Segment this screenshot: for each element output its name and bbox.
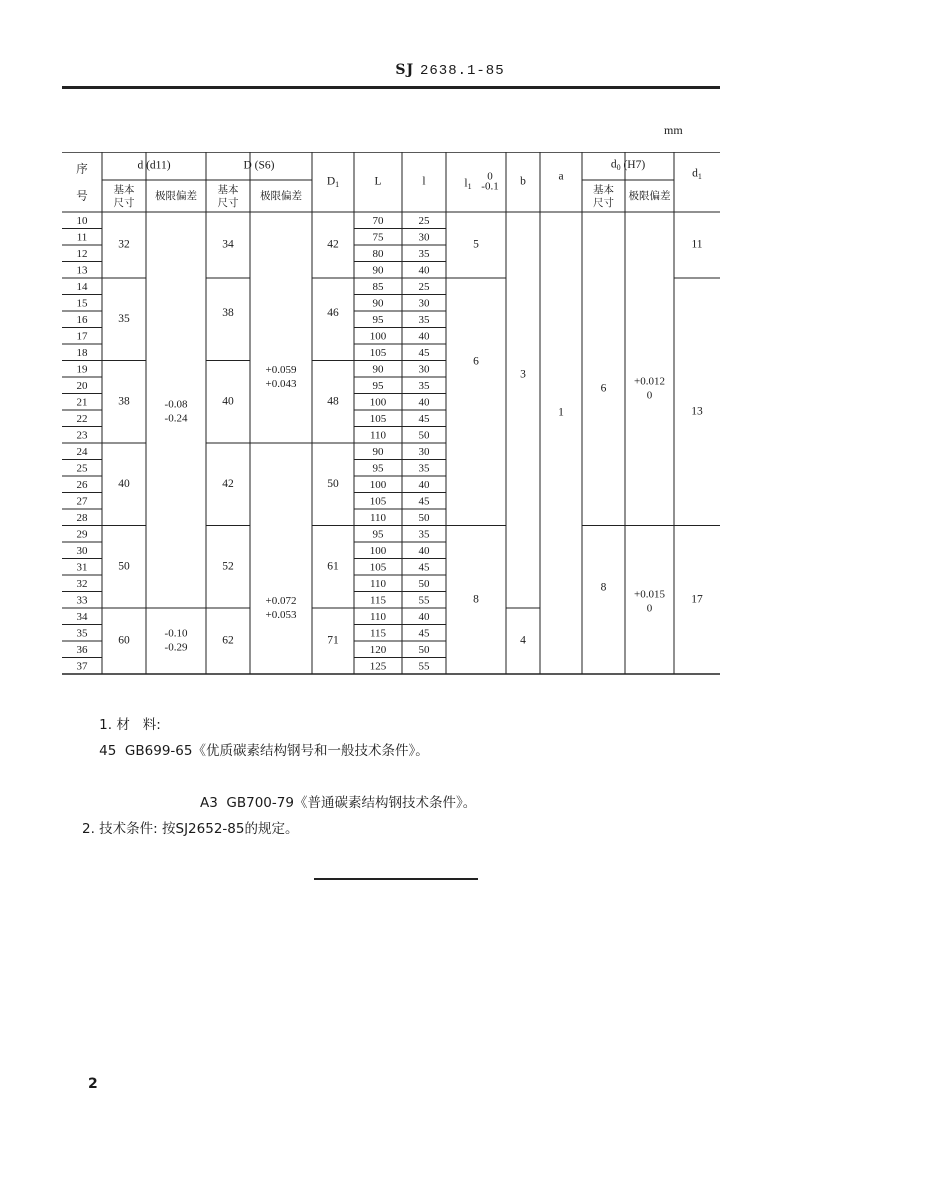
- row-no: 29: [76, 528, 88, 541]
- note-1-line-1: 45 GB699-65《优质碳素结构钢号和一般技术条件》。: [99, 743, 429, 759]
- cell-l: 40: [418, 264, 430, 277]
- standard-prefix: SJ: [395, 62, 415, 78]
- page-number: 2: [88, 1076, 98, 1092]
- cell-d-dev-upper: -0.08: [164, 398, 188, 411]
- header-limit-dev-2: 极限偏差: [628, 190, 671, 202]
- cell-l: 40: [418, 478, 430, 491]
- row-no: 15: [76, 297, 88, 310]
- cell-d0-dev-upper: +0.015: [634, 588, 665, 601]
- cell-L: 105: [369, 561, 387, 574]
- cell-L: 80: [372, 247, 384, 260]
- unit-label: mm: [664, 123, 683, 137]
- cell-l: 45: [418, 412, 430, 425]
- cell-d1: 17: [691, 593, 703, 606]
- cell-L: 100: [369, 478, 387, 491]
- row-no: 22: [76, 412, 88, 425]
- cell-l: 45: [418, 627, 430, 640]
- header-seq-bottom: 号: [76, 188, 88, 203]
- cell-L: 90: [372, 445, 384, 458]
- row-no: 28: [76, 511, 88, 524]
- cell-L: 115: [369, 627, 387, 640]
- cell-d-basic: 60: [118, 634, 130, 647]
- cell-D1: 46: [327, 306, 339, 319]
- notes: [82, 686, 476, 842]
- row-no: 32: [76, 577, 88, 590]
- cell-L: 95: [372, 528, 384, 541]
- header-l1-tol-upper: 0: [487, 170, 493, 183]
- cell-l: 25: [418, 280, 430, 293]
- cell-D1: 42: [327, 238, 339, 251]
- cell-l1: 6: [473, 355, 479, 368]
- cell-l: 45: [418, 561, 430, 574]
- cell-l: 40: [418, 544, 430, 557]
- row-no: 36: [76, 643, 88, 656]
- cell-l1: 5: [473, 238, 479, 251]
- cell-L: 90: [372, 297, 384, 310]
- header-d: d (d11): [137, 159, 171, 172]
- cell-D-basic: 62: [222, 634, 234, 647]
- cell-l: 45: [418, 495, 430, 508]
- cell-l: 45: [418, 346, 430, 359]
- cell-l: 50: [418, 511, 430, 524]
- cell-L: 90: [372, 363, 384, 376]
- row-no: 37: [76, 660, 88, 673]
- cell-l: 50: [418, 643, 430, 656]
- dimension-table: [62, 152, 720, 675]
- header-L: L: [374, 175, 382, 188]
- cell-l: 30: [418, 231, 430, 244]
- cell-L: 110: [369, 577, 387, 590]
- cell-L: 70: [372, 214, 384, 227]
- row-no: 30: [76, 544, 88, 557]
- header-a: a: [558, 170, 564, 183]
- cell-L: 105: [369, 346, 387, 359]
- cell-L: 110: [369, 429, 387, 442]
- row-no: 12: [76, 247, 88, 260]
- standard-number: 2638.1-85: [419, 63, 505, 79]
- cell-L: 110: [369, 511, 387, 524]
- header-seq-top: 序: [76, 161, 88, 176]
- cell-l: 40: [418, 610, 430, 623]
- row-no: 34: [76, 610, 88, 623]
- header-basic-size-top-2: 基本: [593, 184, 614, 196]
- cell-d-basic: 40: [118, 477, 130, 490]
- cell-d0-dev-lower: 0: [646, 602, 653, 615]
- end-rule: [314, 878, 478, 880]
- cell-l: 25: [418, 214, 430, 227]
- cell-l: 35: [418, 379, 430, 392]
- cell-L: 125: [369, 660, 387, 673]
- row-no: 23: [76, 429, 88, 442]
- cell-L: 95: [372, 313, 384, 326]
- header-limit-dev-1: 极限偏差: [260, 190, 302, 202]
- cell-d0-dev-lower: 0: [646, 389, 653, 402]
- cell-L: 100: [369, 544, 387, 557]
- cell-L: 105: [369, 412, 387, 425]
- row-no: 21: [76, 396, 88, 409]
- cell-D1: 61: [327, 560, 339, 573]
- cell-D-dev-upper: +0.072: [265, 595, 297, 608]
- cell-d-basic: 35: [118, 312, 130, 325]
- header-l1-tol-lower: -0.1: [481, 180, 499, 193]
- row-no: 20: [76, 379, 88, 392]
- note-1-line-2: A3 GB700-79《普通碳素结构钢技术条件》。: [200, 795, 477, 811]
- row-no: 17: [76, 330, 88, 343]
- cell-L: 110: [369, 610, 387, 623]
- cell-D-basic: 34: [222, 238, 234, 251]
- cell-l: 50: [418, 577, 430, 590]
- cell-d1: 13: [691, 405, 703, 418]
- cell-d-dev-upper: -0.10: [164, 627, 188, 640]
- row-no: 35: [76, 627, 88, 640]
- cell-D-basic: 38: [222, 306, 234, 319]
- standard-header: [300, 62, 600, 79]
- cell-d0-dev-upper: +0.012: [634, 375, 665, 388]
- cell-L: 95: [372, 379, 384, 392]
- cell-L: 100: [369, 396, 387, 409]
- row-no: 14: [76, 280, 88, 293]
- header-D1: $D_1$: [326, 175, 340, 189]
- cell-l: 35: [418, 247, 430, 260]
- cell-b: 4: [520, 634, 526, 647]
- row-no: 33: [76, 594, 88, 607]
- cell-l: 35: [418, 313, 430, 326]
- cell-l: 35: [418, 528, 430, 541]
- cell-D-dev-upper: +0.059: [265, 364, 297, 377]
- cell-d-basic: 38: [118, 395, 130, 408]
- header-l: l: [422, 175, 426, 188]
- row-no: 27: [76, 495, 88, 508]
- cell-l: 30: [418, 445, 430, 458]
- cell-D-dev-lower: +0.053: [265, 609, 297, 622]
- cell-a: 1: [558, 406, 564, 419]
- header-D: D (S6): [243, 159, 275, 172]
- cell-d-basic: 50: [118, 560, 130, 573]
- cell-D-basic: 42: [222, 477, 234, 490]
- header-basic-size-bottom-2: 尺寸: [593, 197, 614, 209]
- cell-D-basic: 40: [222, 395, 234, 408]
- cell-d1: 11: [691, 238, 703, 251]
- cell-d0-basic: 8: [600, 581, 607, 594]
- header-basic-size-top-0: 基本: [113, 184, 135, 196]
- cell-l: 55: [418, 594, 430, 607]
- header-basic-size-bottom-0: 尺寸: [113, 197, 135, 209]
- cell-d-dev-lower: -0.24: [164, 412, 188, 425]
- note-2: 2. 技术条件: 按SJ2652-85的规定。: [82, 821, 299, 837]
- cell-L: 90: [372, 264, 384, 277]
- note-1-label: 1. 材 料:: [99, 717, 161, 733]
- header-l1: $l_1$: [464, 177, 472, 191]
- header-limit-dev-0: 极限偏差: [155, 190, 197, 202]
- cell-D1: 50: [327, 477, 339, 490]
- cell-l: 40: [418, 396, 430, 409]
- cell-L: 75: [372, 231, 384, 244]
- row-no: 26: [76, 478, 88, 491]
- cell-l: 30: [418, 297, 430, 310]
- cell-L: 95: [372, 462, 384, 475]
- header-b: b: [520, 175, 526, 188]
- row-no: 24: [76, 445, 88, 458]
- row-no: 11: [76, 231, 88, 244]
- header-basic-size-top-1: 基本: [217, 184, 239, 196]
- row-no: 31: [76, 561, 88, 574]
- cell-L: 100: [369, 330, 387, 343]
- header-d0: $d_0$ (H7): [610, 158, 646, 172]
- cell-L: 120: [369, 643, 387, 656]
- cell-l1: 8: [473, 593, 479, 606]
- cell-d-dev-lower: -0.29: [164, 641, 188, 654]
- cell-b: 3: [520, 368, 526, 381]
- cell-L: 115: [369, 594, 387, 607]
- cell-D-basic: 52: [222, 560, 234, 573]
- cell-D-dev-lower: +0.043: [265, 378, 297, 391]
- cell-l: 40: [418, 330, 430, 343]
- header-rule: [62, 86, 720, 89]
- cell-L: 85: [372, 280, 384, 293]
- cell-D1: 71: [327, 634, 339, 647]
- cell-l: 30: [418, 363, 430, 376]
- row-no: 19: [76, 363, 88, 376]
- cell-L: 105: [369, 495, 387, 508]
- row-no: 16: [76, 313, 88, 326]
- cell-l: 50: [418, 429, 430, 442]
- header-basic-size-bottom-1: 尺寸: [217, 197, 239, 209]
- row-no: 10: [76, 214, 88, 227]
- cell-d-basic: 32: [118, 238, 130, 251]
- row-no: 18: [76, 346, 88, 359]
- row-no: 25: [76, 462, 88, 475]
- note-1: [82, 686, 476, 790]
- row-no: 13: [76, 264, 88, 277]
- cell-l: 55: [418, 660, 430, 673]
- header-d1: $d_1$: [692, 167, 702, 181]
- cell-D1: 48: [327, 395, 339, 408]
- cell-l: 35: [418, 462, 430, 475]
- cell-d0-basic: 6: [600, 382, 607, 395]
